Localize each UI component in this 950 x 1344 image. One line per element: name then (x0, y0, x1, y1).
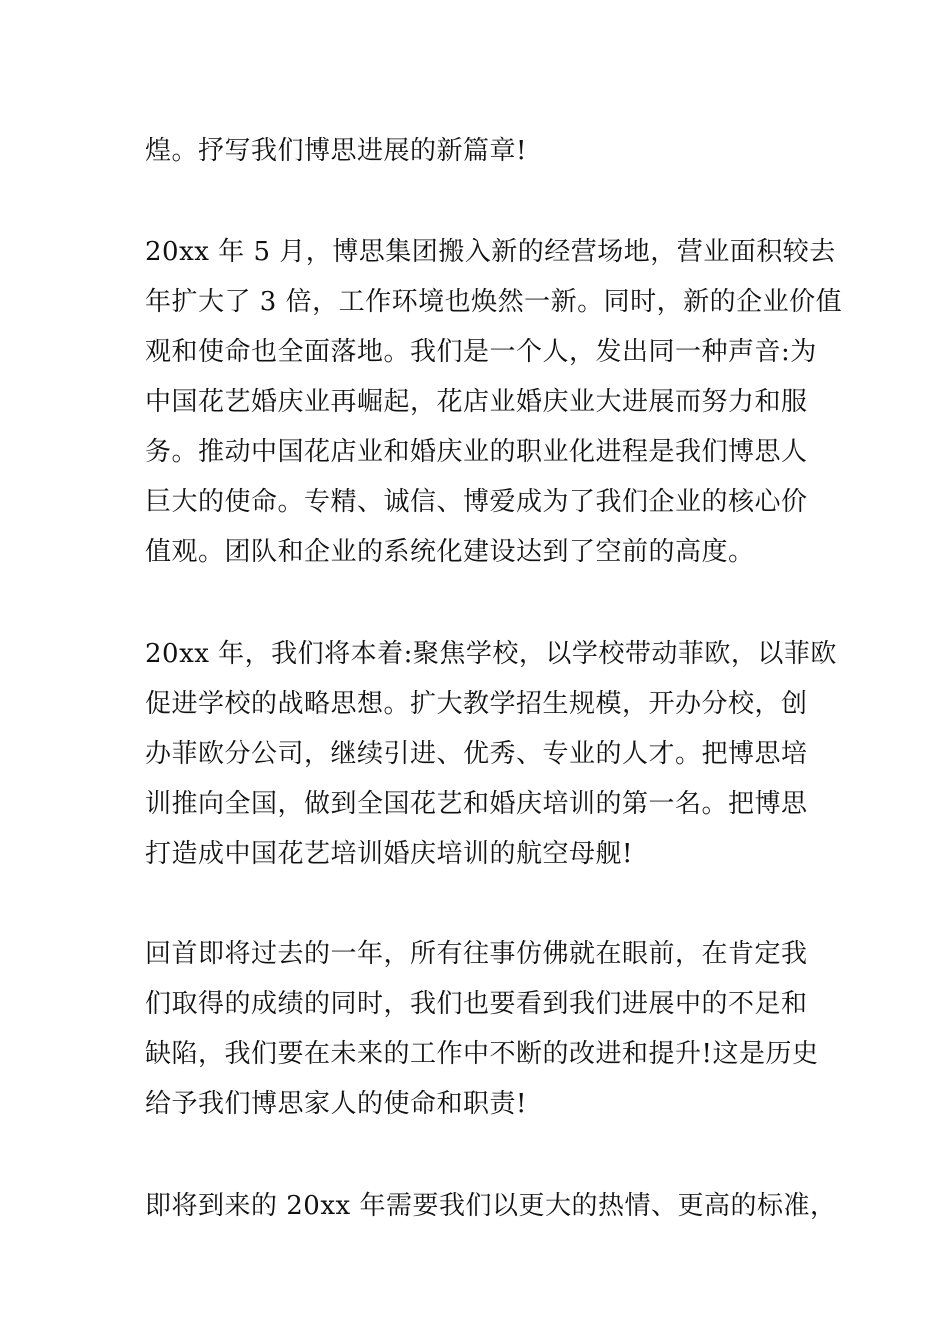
paragraph-line: 办菲欧分公司，继续引进、优秀、专业的人才。把博思培 (145, 739, 808, 769)
paragraph-line: 20xx 年 5 月，博思集团搬入新的经营场地，营业面积较去 (145, 237, 836, 267)
paragraph-line: 值观。团队和企业的系统化建设达到了空前的高度。 (145, 537, 755, 567)
paragraph-line: 年扩大了 3 倍，工作环境也焕然一新。同时，新的企业价值 (145, 287, 843, 317)
paragraph-line: 们取得的成绩的同时，我们也要看到我们进展中的不足和 (145, 989, 808, 1019)
paragraph-line: 中国花艺婚庆业再崛起，花店业婚庆业大进展而努力和服 (145, 387, 808, 417)
paragraph-line: 训推向全国，做到全国花艺和婚庆培训的第一名。把博思 (145, 789, 808, 819)
paragraph-line: 煌。抒写我们博思进展的新篇章! (145, 136, 527, 166)
paragraph-line: 巨大的使命。专精、诚信、博爱成为了我们企业的核心价 (145, 487, 808, 517)
paragraph-line: 促进学校的战略思想。扩大教学招生规模，开办分校，创 (145, 689, 808, 719)
paragraph-line: 给予我们博思家人的使命和职责! (145, 1089, 527, 1119)
paragraph-line: 观和使命也全面落地。我们是一个人，发出同一种声音:为 (145, 337, 817, 367)
paragraph-line: 打造成中国花艺培训婚庆培训的航空母舰! (145, 839, 633, 869)
paragraph-line: 缺陷，我们要在未来的工作中不断的改进和提升!这是历史 (145, 1039, 819, 1069)
paragraph-line: 即将到来的 20xx 年需要我们以更大的热情、更高的标准， (145, 1191, 837, 1221)
paragraph-line: 回首即将过去的一年，所有往事仿佛就在眼前，在肯定我 (145, 939, 808, 969)
paragraph-line: 务。推动中国花店业和婚庆业的职业化进程是我们博思人 (145, 437, 808, 467)
paragraph-line: 20xx 年，我们将本着:聚焦学校，以学校带动菲欧，以菲欧 (145, 639, 837, 669)
